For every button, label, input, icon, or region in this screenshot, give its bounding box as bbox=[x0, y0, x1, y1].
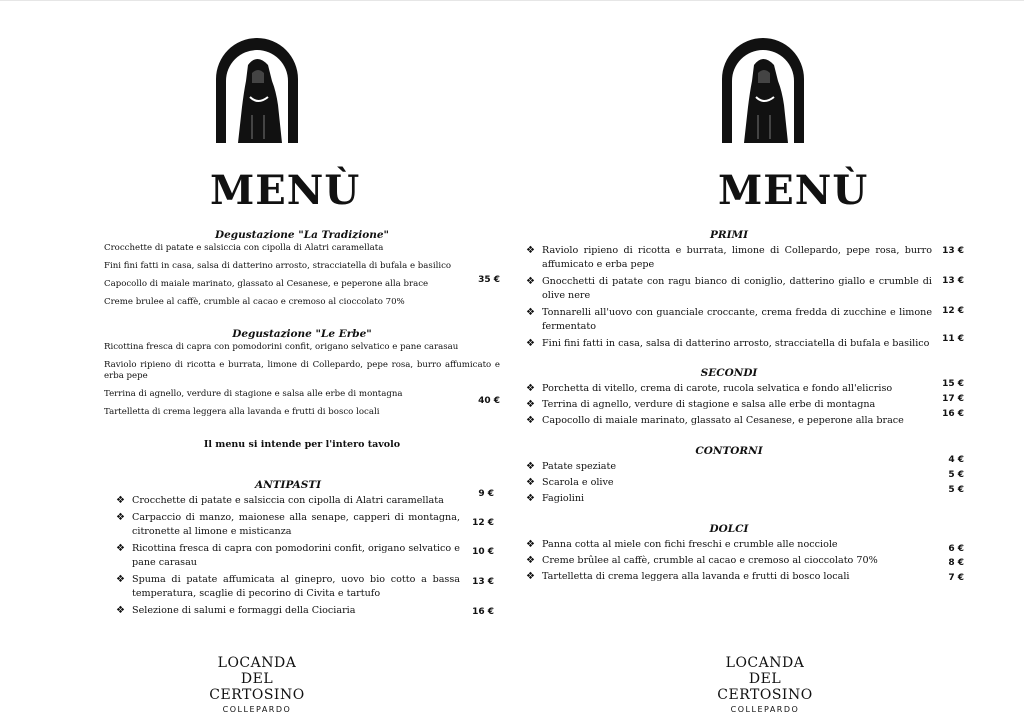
diamond-bullet-icon: ❖ bbox=[526, 477, 535, 488]
item-price: 15 € bbox=[942, 379, 964, 389]
item-price: 13 € bbox=[472, 577, 494, 587]
menu-item: ❖ Gnocchetti di patate con ragu bianco di coniglio, datterino giallo e crumble di olive nere bbox=[526, 276, 932, 301]
tasting-price: 35 € bbox=[478, 275, 500, 285]
footer-line: DEL CERTOSINO bbox=[209, 671, 305, 703]
menu-title: MENÙ bbox=[210, 167, 361, 214]
menu-page-left bbox=[96, 1, 498, 721]
section-title: ANTIPASTI bbox=[254, 479, 322, 491]
item-price: 17 € bbox=[942, 394, 964, 404]
tasting-price: 40 € bbox=[478, 396, 500, 406]
menu-item: ❖ Carpaccio di manzo, maionese alla senape, capperi di montagna, citronette al limone e misticanza bbox=[116, 512, 460, 537]
item-price: 4 € bbox=[948, 455, 964, 465]
footer-town: COLLEPARDO bbox=[730, 705, 800, 714]
menu-item: ❖ Raviolo ripieno di ricotta e burrata, limone di Collepardo, pepe rosa, burro affumicato e erba pepe bbox=[526, 245, 932, 270]
diamond-bullet-icon: ❖ bbox=[116, 512, 125, 523]
menu-item: ❖ Terrina di agnello, verdure di stagione e salsa alle erbe di montagna bbox=[526, 399, 876, 410]
diamond-bullet-icon: ❖ bbox=[526, 399, 535, 410]
menu-item: ❖ Fagiolini bbox=[526, 493, 585, 504]
tasting-line: Capocollo di maiale marinato, glassato al Cesanese, e peperone alla brace bbox=[104, 279, 429, 289]
section-antipasti bbox=[116, 479, 460, 621]
footer-town: COLLEPARDO bbox=[222, 705, 292, 714]
diamond-bullet-icon: ❖ bbox=[526, 555, 535, 566]
menu-item: ❖ Tonnarelli all'uovo con guanciale croccante, crema fredda di zucchine e limone fermentato bbox=[526, 307, 932, 332]
restaurant-footer bbox=[705, 655, 825, 714]
monk-logo-icon bbox=[212, 35, 302, 143]
tasting-title: Degustazione "Le Erbe" bbox=[232, 328, 372, 340]
tasting-line: Terrina di agnello, verdure di stagione e salsa alle erbe di montagna bbox=[104, 389, 403, 399]
menu-item: ❖ Spuma di patate affumicata al ginepro, uovo bio cotto a bassa temperatura, scaglie di pecorino di Civita e tartufo bbox=[116, 574, 460, 599]
section-dolci bbox=[526, 523, 932, 586]
section-title: DOLCI bbox=[709, 523, 749, 535]
tasting-le-erbe bbox=[104, 328, 500, 425]
tasting-la-tradizione bbox=[104, 229, 500, 315]
menu-item: ❖ Porchetta di vitello, crema di carote, rucola selvatica e fondo all'elicriso bbox=[526, 383, 893, 394]
diamond-bullet-icon: ❖ bbox=[526, 461, 535, 472]
diamond-bullet-icon: ❖ bbox=[116, 495, 125, 506]
footer-line: DEL CERTOSINO bbox=[717, 671, 813, 703]
diamond-bullet-icon: ❖ bbox=[526, 493, 535, 504]
tasting-line: Creme brulee al caffè, crumble al cacao e cremoso al cioccolato 70% bbox=[104, 297, 405, 307]
menu-item: ❖ Panna cotta al miele con fichi freschi e crumble alle nocciole bbox=[526, 539, 838, 550]
item-price: 12 € bbox=[472, 518, 494, 528]
section-title: PRIMI bbox=[709, 229, 749, 241]
item-price: 10 € bbox=[472, 547, 494, 557]
diamond-bullet-icon: ❖ bbox=[116, 574, 125, 585]
diamond-bullet-icon: ❖ bbox=[526, 276, 535, 287]
tasting-line: Crocchette di patate e salsiccia con cipolla di Alatri caramellata bbox=[104, 243, 384, 253]
item-price: 16 € bbox=[472, 607, 494, 617]
section-title: SECONDI bbox=[700, 367, 758, 379]
menu-title: MENÙ bbox=[718, 167, 869, 214]
footer-line: LOCANDA bbox=[725, 655, 805, 671]
menu-item: ❖ Creme brûlee al caffè, crumble al cacao e cremoso al cioccolato 70% bbox=[526, 555, 878, 566]
item-price: 13 € bbox=[942, 246, 964, 256]
diamond-bullet-icon: ❖ bbox=[526, 571, 535, 582]
footer-line: LOCANDA bbox=[217, 655, 297, 671]
menu-item: ❖ Fini fini fatti in casa, salsa di datterino arrosto, stracciatella di bufala e basilico bbox=[526, 338, 930, 349]
diamond-bullet-icon: ❖ bbox=[526, 415, 535, 426]
tasting-line: Tartelletta di crema leggera alla lavanda e frutti di bosco locali bbox=[104, 407, 380, 417]
table-note: Il menu si intende per l'intero tavolo bbox=[203, 439, 401, 450]
menu-item: ❖ Selezione di salumi e formaggi della Ciociaria bbox=[116, 605, 356, 616]
tasting-line: Raviolo ripieno di ricotta e burrata, limone di Collepardo, pepe rosa, burro affumicato e erba pepe bbox=[104, 360, 500, 381]
menu-item: ❖ Scarola e olive bbox=[526, 477, 614, 488]
diamond-bullet-icon: ❖ bbox=[526, 539, 535, 550]
section-title: CONTORNI bbox=[695, 445, 763, 457]
item-price: 12 € bbox=[942, 306, 964, 316]
menu-item: ❖ Ricottina fresca di capra con pomodorini confit, origano selvatico e pane carasau bbox=[116, 543, 460, 568]
section-contorni bbox=[526, 445, 932, 508]
item-price: 8 € bbox=[948, 558, 964, 568]
section-primi bbox=[526, 229, 932, 354]
menu-item: ❖ Capocollo di maiale marinato, glassato al Cesanese, e peperone alla brace bbox=[526, 415, 904, 426]
diamond-bullet-icon: ❖ bbox=[526, 245, 535, 256]
restaurant-footer bbox=[201, 655, 313, 714]
menu-page-right bbox=[520, 1, 966, 721]
item-price: 16 € bbox=[942, 409, 964, 419]
diamond-bullet-icon: ❖ bbox=[526, 383, 535, 394]
tasting-title: Degustazione "La Tradizione" bbox=[214, 229, 390, 241]
section-secondi bbox=[526, 367, 932, 430]
monk-logo-icon bbox=[718, 35, 808, 143]
item-price: 11 € bbox=[942, 334, 964, 344]
item-price: 7 € bbox=[948, 573, 964, 583]
item-price: 9 € bbox=[478, 489, 494, 499]
diamond-bullet-icon: ❖ bbox=[526, 338, 535, 349]
item-price: 5 € bbox=[948, 485, 964, 495]
menu-item: ❖ Patate speziate bbox=[526, 461, 617, 472]
menu-item: ❖ Crocchette di patate e salsiccia con cipolla di Alatri caramellata bbox=[116, 495, 444, 506]
diamond-bullet-icon: ❖ bbox=[116, 605, 125, 616]
item-price: 5 € bbox=[948, 470, 964, 480]
diamond-bullet-icon: ❖ bbox=[526, 307, 535, 318]
item-price: 13 € bbox=[942, 276, 964, 286]
tasting-line: Ricottina fresca di capra con pomodorini confit, origano selvatico e pane carasau bbox=[104, 342, 459, 352]
item-price: 6 € bbox=[948, 544, 964, 554]
diamond-bullet-icon: ❖ bbox=[116, 543, 125, 554]
tasting-line: Fini fini fatti in casa, salsa di datterino arrosto, stracciatella di bufala e basilico bbox=[104, 261, 452, 271]
menu-item: ❖ Tartelletta di crema leggera alla lavanda e frutti di bosco locali bbox=[526, 571, 850, 582]
